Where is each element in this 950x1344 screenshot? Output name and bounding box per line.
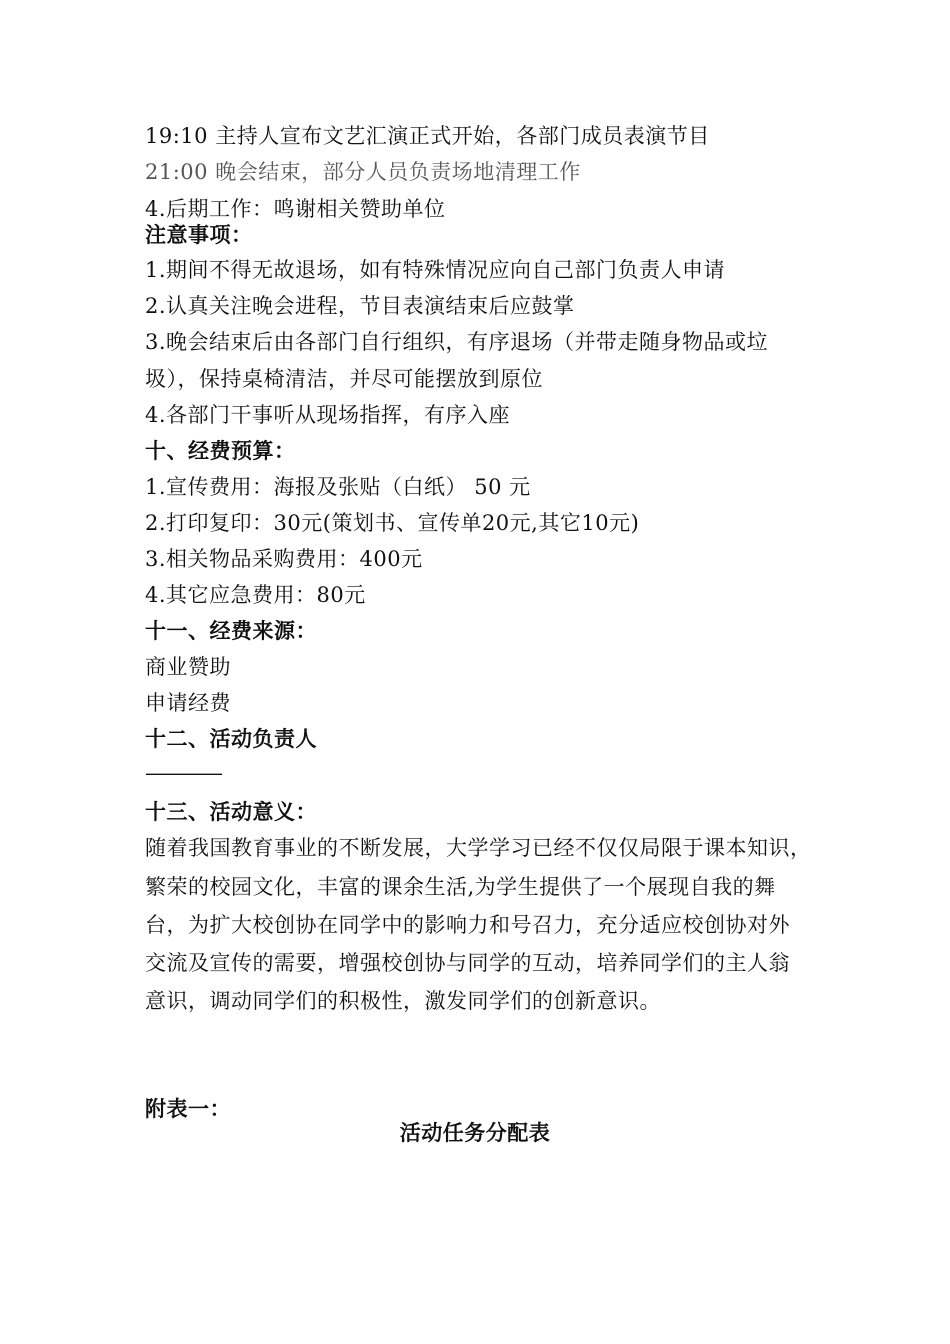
funding-heading: 十一、经费来源： [145, 619, 317, 643]
notes-item: 2.认真关注晚会进程，节目表演结束后应鼓掌 [145, 294, 575, 318]
leader-value: ———— [145, 761, 221, 785]
notes-item-continuation: 圾），保持桌椅清洁，并尽可能摆放到原位 [145, 367, 543, 391]
funding-item: 商业赞助 [145, 655, 231, 679]
leader-heading: 十二、活动负责人 [145, 727, 317, 751]
significance-line: 交流及宣传的需要，增强校创协与同学的互动，培养同学们的主人翁 [145, 951, 790, 975]
appendix-label: 附表一： [145, 1097, 231, 1121]
budget-item: 2.打印复印：30元(策划书、宣传单20元,其它10元) [145, 511, 640, 535]
notes-heading: 注意事项： [145, 223, 253, 247]
table-title: 活动任务分配表 [399, 1121, 551, 1145]
notes-item: 1.期间不得无故退场，如有特殊情况应向自己部门负责人申请 [145, 258, 726, 282]
budget-item: 3.相关物品采购费用：400元 [145, 547, 423, 571]
notes-item: 3.晚会结束后由各部门自行组织，有序退场（并带走随身物品或垃 [145, 330, 769, 354]
schedule-line-2100: 21:00 晚会结束，部分人员负责场地清理工作 [145, 160, 581, 184]
budget-heading: 十、经费预算： [145, 439, 296, 463]
notes-item: 4.各部门干事听从现场指挥，有序入座 [145, 403, 511, 427]
budget-item: 4.其它应急费用：80元 [145, 583, 366, 607]
significance-line: 台，为扩大校创协在同学中的影响力和号召力，充分适应校创协对外 [145, 913, 790, 937]
funding-item: 申请经费 [145, 691, 231, 715]
significance-heading: 十三、活动意义： [145, 800, 317, 824]
significance-line: 繁荣的校园文化，丰富的课余生活,为学生提供了一个展现自我的舞 [145, 875, 776, 899]
post-work-line: 4.后期工作：鸣谢相关赞助单位 [145, 197, 446, 221]
significance-line: 意识，调动同学们的积极性，激发同学们的创新意识。 [145, 989, 661, 1013]
budget-item: 1.宣传费用：海报及张贴（白纸） 50 元 [145, 475, 531, 499]
significance-line: 随着我国教育事业的不断发展，大学学习已经不仅仅局限于课本知识， [145, 836, 812, 860]
schedule-line-1910: 19:10 主持人宣布文艺汇演正式开始，各部门成员表演节目 [145, 124, 710, 148]
